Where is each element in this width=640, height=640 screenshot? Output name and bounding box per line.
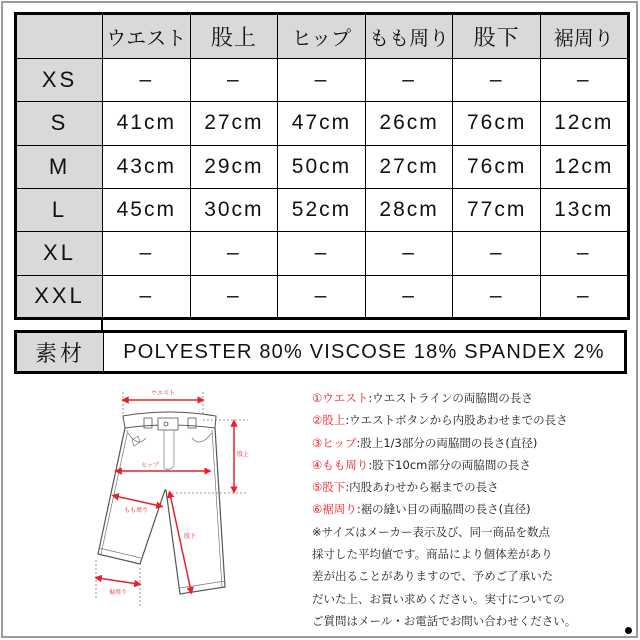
definition-inseam: ⑤股下:内股あわせから裾までの長さ xyxy=(312,480,499,495)
cell-thigh: 28cm xyxy=(365,188,453,231)
cell-rise: – xyxy=(190,59,278,102)
cell-hem: 12cm xyxy=(540,102,628,145)
header-hip: ヒップ xyxy=(278,14,366,59)
disclaimer-line: 差が出ることがありますので、予めご了承いた xyxy=(312,569,554,584)
table-row xyxy=(16,59,629,102)
cell-rise: 27cm xyxy=(190,102,278,145)
waist-label: ウエスト xyxy=(150,390,176,397)
material-row xyxy=(14,330,627,374)
cell-inseam: – xyxy=(453,232,541,275)
cell-rise: – xyxy=(190,275,278,318)
cell-rise: – xyxy=(190,232,278,275)
cell-waist: 41cm xyxy=(103,102,191,145)
definition-hip: ③ヒップ:股上1/3部分の両脇間の長さ(直径) xyxy=(312,435,538,450)
cell-waist: 43cm xyxy=(103,145,191,188)
cell-rise: 29cm xyxy=(190,145,278,188)
size-label: M xyxy=(16,145,103,188)
header-rise: 股上 xyxy=(190,14,278,59)
pants-outline-icon xyxy=(88,378,288,638)
material-label: 素材 xyxy=(17,333,104,371)
definition-rise: ②股上:ウエストボタンから内股あわせまでの長さ xyxy=(312,413,568,428)
cell-thigh: 27cm xyxy=(365,145,453,188)
table-row xyxy=(16,102,629,145)
cell-thigh: – xyxy=(365,59,453,102)
cell-hem: 12cm xyxy=(540,145,628,188)
cell-thigh: 26cm xyxy=(365,102,453,145)
table-row xyxy=(16,188,629,231)
cell-waist: 45cm xyxy=(103,188,191,231)
cell-hem: 13cm xyxy=(540,188,628,231)
pants-measurement-diagram xyxy=(88,378,288,638)
cell-inseam: – xyxy=(453,275,541,318)
header-thigh: もも周り xyxy=(365,14,453,59)
disclaimer-line: ご質問はメール・お電話でお問い合わせください。 xyxy=(312,613,577,628)
cell-hip: 52cm xyxy=(278,188,366,231)
cell-inseam: 76cm xyxy=(453,145,541,188)
header-waist: ウエスト xyxy=(103,14,191,59)
disclaimer-line: 採寸した平均値です。商品により個体差があり xyxy=(312,547,553,562)
cell-waist: – xyxy=(103,232,191,275)
cell-thigh: – xyxy=(365,275,453,318)
cell-inseam: 76cm xyxy=(453,102,541,145)
table-row xyxy=(16,145,629,188)
cell-inseam: – xyxy=(453,59,541,102)
cell-thigh: – xyxy=(365,232,453,275)
disclaimer-line: ※サイズはメーカー表示及び、同一商品を数点 xyxy=(312,524,551,539)
rise-label: 股上 xyxy=(236,451,250,458)
hem-label: 裾周り xyxy=(108,589,128,596)
header-hem: 裾周り xyxy=(540,14,628,59)
measurement-notes xyxy=(312,387,632,632)
definition-hem: ⑥裾周り:裾の縫い目の両脇間の長さ(直径) xyxy=(312,502,531,517)
cell-rise: 30cm xyxy=(190,188,278,231)
definition-thigh: ④もも周り:股下10cm部分の両脇間の長さ xyxy=(312,457,531,472)
bullet-dot-icon xyxy=(625,627,632,634)
cell-hip: 50cm xyxy=(278,145,366,188)
cell-hip: – xyxy=(278,275,366,318)
cell-inseam: 77cm xyxy=(453,188,541,231)
thigh-label: もも周り xyxy=(123,507,149,514)
cell-waist: – xyxy=(103,59,191,102)
cell-waist: – xyxy=(103,275,191,318)
header-inseam: 股下 xyxy=(453,14,541,59)
size-label: XL xyxy=(16,232,103,275)
cell-hip: – xyxy=(278,232,366,275)
header-corner xyxy=(16,14,103,59)
disclaimer-line: だいた上、お買い求めください。実寸についての xyxy=(312,591,565,606)
table-row xyxy=(16,275,629,318)
cell-hem: – xyxy=(540,275,628,318)
cell-hip: – xyxy=(278,59,366,102)
table-row xyxy=(16,232,629,275)
inseam-label: 股下 xyxy=(183,533,197,540)
size-label: S xyxy=(16,102,103,145)
material-value: POLYESTER 80% VISCOSE 18% SPANDEX 2% xyxy=(123,340,605,363)
size-label: XS xyxy=(16,59,103,102)
cell-hem: – xyxy=(540,232,628,275)
cell-hip: 47cm xyxy=(278,102,366,145)
header-row xyxy=(16,14,629,59)
size-chart-table xyxy=(14,12,630,320)
size-label: XXL xyxy=(16,275,103,318)
hip-label: ヒップ xyxy=(141,462,159,469)
size-label: L xyxy=(16,188,103,231)
cell-hem: – xyxy=(540,59,628,102)
definition-waist: ①ウエスト:ウエストラインの両脇間の長さ xyxy=(312,391,533,405)
